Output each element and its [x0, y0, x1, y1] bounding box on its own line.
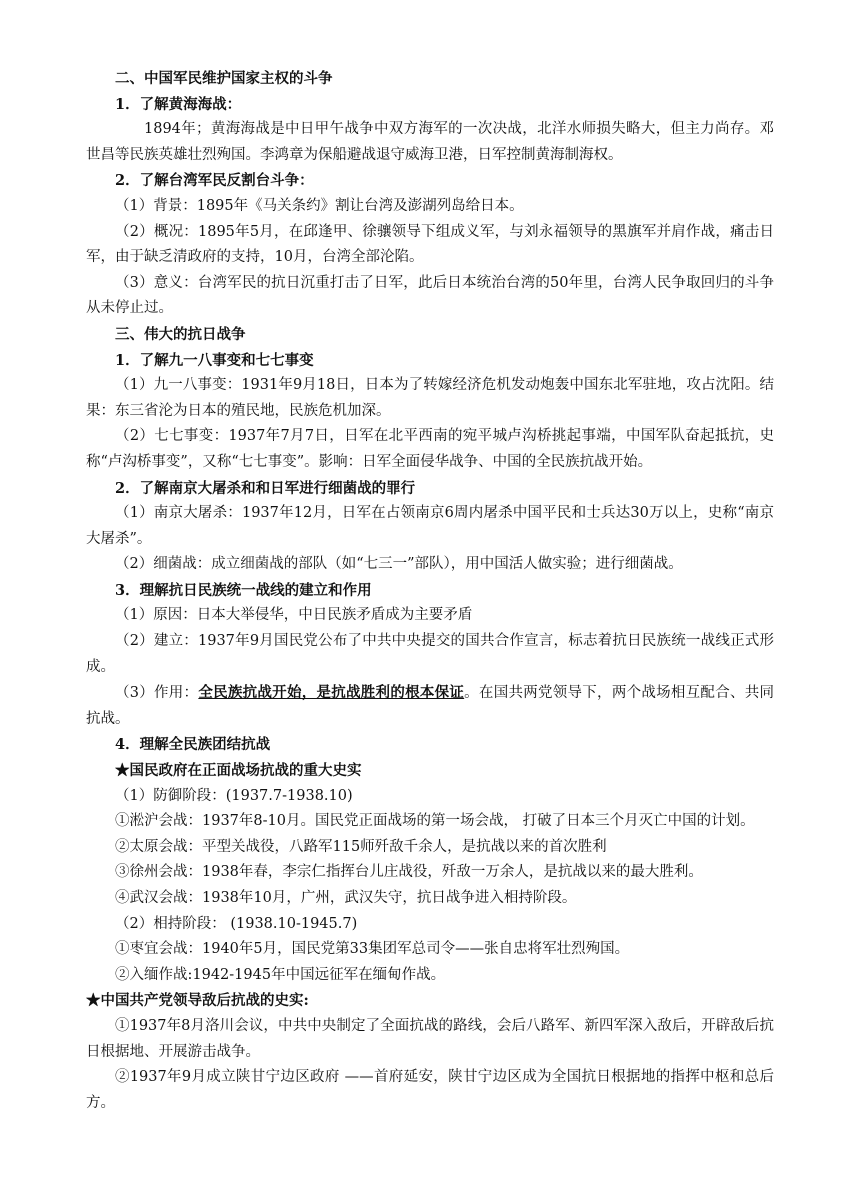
paragraph: （2）概况：1895年5月，在邱逢甲、徐骧领导下组成义军，与刘永福领导的黑旗军并肩作战，痛击日军，由于缺乏清政府的支持，10月，台湾全部沦陷。 — [86, 223, 774, 266]
star-heading: ★国民政府在正面战场抗战的重大史实 — [115, 762, 362, 780]
subsection-heading: 4．理解全民族团结抗战 — [115, 736, 271, 754]
subsection-heading: 1．了解九一八事变和七七事变 — [115, 351, 314, 369]
subsection-heading: 2．了解南京大屠杀和和日军进行细菌战的罪行 — [115, 479, 416, 497]
paragraph: （1）原因：日本大举侵华，中日民族矛盾成为主要矛盾 — [115, 607, 473, 624]
paragraph: ②太原会战：平型关战役，八路军115师歼敌千余人，是抗战以来的首次胜利 — [115, 838, 607, 855]
paragraph-lead: （3）作用： — [115, 685, 199, 702]
paragraph: ②1937年9月成立陕甘宁边区政府 ——首府延安，陕甘宁边区成为全国抗日根据地的指挥中枢和总后方。 — [86, 1069, 774, 1111]
paragraph: （2）建立：1937年9月国民党公布了中共中央提交的国共合作宣言，标志着抗日民族统一战线正式形成。 — [86, 633, 774, 675]
paragraph: （2）相持阶段： (1938.10-1945.7) — [115, 915, 358, 932]
paragraph-tail: 。在国共两党领导下，两个战场相互配合、共同抗战。 — [86, 685, 775, 727]
paragraph: ①淞沪会战：1937年8-10月。国民党正面战场的第一场会战， 打破了日本三个月灭亡中国的计划。 — [115, 813, 755, 830]
paragraph: （3）意义：台湾军民的抗日沉重打击了日军，此后日本统治台湾的50年里，台湾人民争取回归的斗争从未停止过。 — [86, 274, 774, 317]
paragraph: ①枣宜会战：1940年5月，国民党第33集团军总司令——张自忠将军壮烈殉国。 — [115, 941, 630, 958]
paragraph: 1894年；黄海海战是中日甲午战争中双方海军的一次决战，北洋水师损失略大，但主力尚存。邓世昌等民族英雄壮烈殉国。李鸿章为保船避战退守威海卫港，日军控制黄海制海权。 — [86, 121, 774, 163]
section-heading: 二、中国军民维护国家主权的斗争 — [115, 70, 333, 87]
subsection-heading: 2．了解台湾军民反割台斗争： — [115, 172, 314, 190]
paragraph: （1）九一八事变：1931年9月18日，日本为了转嫁经济危机发动炮轰中国东北军驻地，攻占沈阳。结果：东三省沦为日本的殖民地，民族危机加深。 — [86, 377, 774, 419]
subsection-heading: 1．了解黄海海战： — [115, 95, 242, 113]
paragraph: （2）细菌战：成立细菌战的部队（如“七三一”部队），用中国活人做实验；进行细菌战。 — [115, 556, 683, 573]
section-heading: 三、伟大的抗日战争 — [115, 325, 246, 343]
paragraph: （1）背景：1895年《马关条约》割让台湾及澎湖列岛给日本。 — [115, 197, 524, 214]
paragraph: ④武汉会战：1938年10月，广州，武汉失守，抗日战争进入相持阶段。 — [115, 890, 577, 906]
subsection-heading: 3．理解抗日民族统一战线的建立和作用 — [115, 581, 372, 599]
paragraph: ③徐州会战：1938年春，李宗仁指挥台儿庄战役，歼敌一万余人，是抗战以来的最大胜利。 — [115, 864, 703, 881]
paragraph: （1）南京大屠杀：1937年12月，日军在占领南京6周内屠杀中国平民和士兵达30万以上，史称“南京大屠杀”。 — [86, 505, 774, 547]
star-heading: ★中国共产党领导敌后抗战的史实: — [86, 992, 309, 1010]
paragraph: ②入缅作战:1942-1945年中国远征军在缅甸作战。 — [115, 966, 446, 983]
paragraph — [86, 680, 774, 732]
paragraph: ①1937年8月洛川会议，中共中央制定了全面抗战的路线，会后八路军、新四军深入敌后，开辟敌后抗日根据地、开展游击战争。 — [86, 1017, 774, 1060]
paragraph: （1）防御阶段：(1937.7-1938.10) — [115, 787, 353, 804]
emphasis-text: 全民族抗战开始，是抗战胜利的根本保证 — [198, 684, 465, 702]
paragraph: （2）七七事变：1937年7月7日，日军在北平西南的宛平城卢沟桥挑起事端，中国军队奋起抵抗，史称“卢沟桥事变”，又称“七七事变”。影响：日军全面侵华战争、中国的全民族抗战开始。 — [86, 428, 774, 470]
